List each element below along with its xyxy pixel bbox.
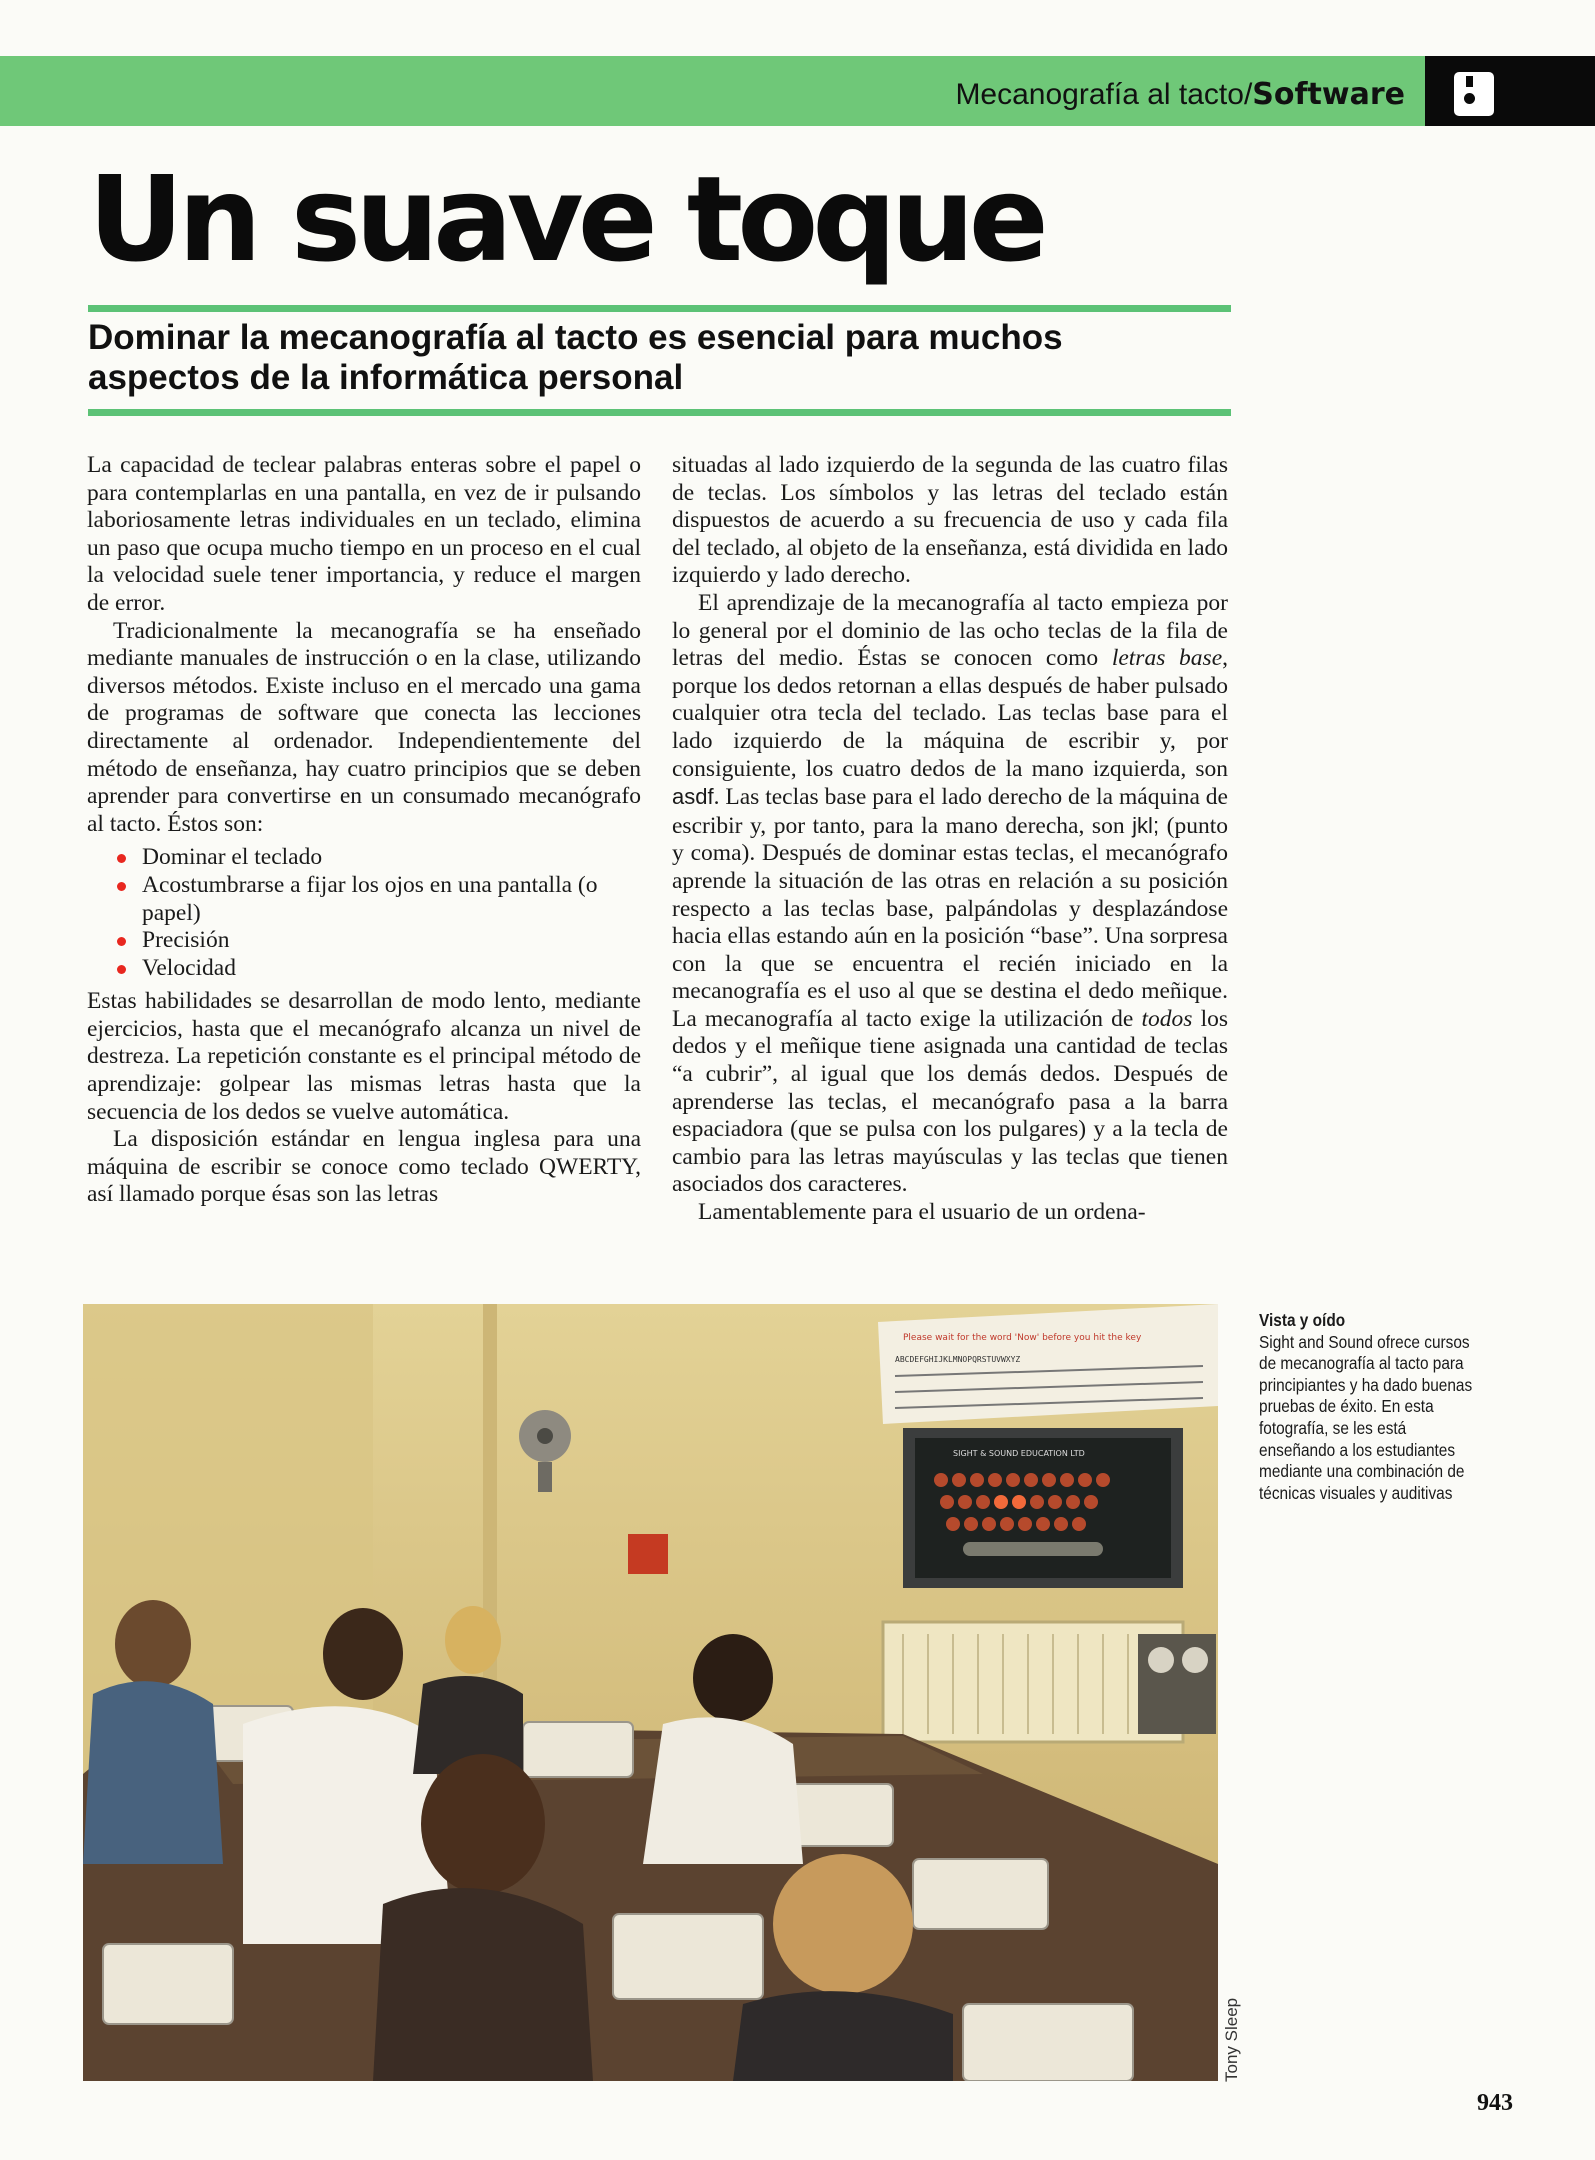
list-item: Dominar el teclado (142, 844, 641, 872)
paragraph: situadas al lado izquierdo de la segunda de las cuatro filas de teclas. Los símbolos y las letras del teclado están dispuestos de acuerdo a su frecuencia de uso y cada fila del teclado, al objeto de la enseñanza, está dividida en lado izquierdo y lado derecho. (672, 452, 1228, 589)
paragraph: El aprendizaje de la mecanografía al tacto empieza por lo general por el dominio de las ocho teclas de la fila de letras del medio. Éstas se conocen como letras base, porque los dedos retornan a ellas después de haber pulsado cualquier otra tecla del teclado. Las teclas base para el lado izquierdo de la máquina de escribir y, por consiguiente, los cuatro dedos de la mano izquierda, son asdf. Las teclas base para el lado derecho de la máquina de escribir y, por tanto, para la mano derecha, son jkl; (punto y coma). Después de dominar estas teclas, el mecanógrafo aprende la situación de las otras en relación a su posición respecto a las teclas base, palpándolas y desplazándose hacia ellas estando aún en la posición “base”. Una sorpresa con la que se encuentra el recién iniciado en la mecanografía es el uso al que se destina el dedo meñique. La mecanografía al tacto exige la utilización de todos los dedos y el meñique tiene asignada una cantidad de teclas “a cubrir”, al igual que los demás dedos. Después de aprenderse las teclas, el mecanógrafo pasa a la barra espaciadora (que se pulsa con los pulgares) y a la tecla de cambio para las letras mayúsculas y las teclas que tienen asociados dos caracteres. (672, 589, 1228, 1198)
classroom-photo (83, 1304, 1218, 2081)
title-rule-top (88, 305, 1231, 312)
keyboard-display-panel (903, 1428, 1183, 1588)
subtitle: Dominar la mecanografía al tacto es esencial para muchos aspectos de la informática personal (88, 318, 1063, 397)
article-column-right (672, 452, 1228, 1227)
article-column-left (87, 452, 641, 1209)
keys-right: jkl; (1132, 812, 1160, 838)
section-tab (1425, 56, 1595, 126)
panel-label: SIGHT & SOUND EDUCATION LTD (953, 1449, 1085, 1458)
photo-credit: Tony Sleep (1222, 1997, 1241, 2082)
list-item: Velocidad (142, 955, 641, 983)
paragraph: Estas habilidades se desarrollan de modo lento, mediante ejercicios, hasta que el mecanógrafo alcanza un nivel de destreza. La repetición constante es el principal método de aprendizaje: golpear las mismas letras hasta que la secuencia de los dedos se vuelve automática. (87, 988, 641, 1125)
paragraph: Tradicionalmente la mecanografía se ha enseñado mediante manuales de instrucción o en la clase, utilizando diversos métodos. Existe incluso en el mercado una gama de programas de software que conecta las lecciones directamente al ordenador. Independientemente del método de enseñanza, hay cuatro principios que se deben aprender para convertirse en un consumado mecanógrafo al tacto. Éstos son: (87, 617, 641, 837)
instruction-board (878, 1304, 1218, 1424)
running-header (955, 56, 1405, 126)
page-title: Un suave toque (88, 150, 1043, 288)
photo-caption (1259, 1310, 1479, 1504)
paragraph: Lamentablemente para el usuario de un ordena- (698, 1199, 1146, 1226)
running-header-section: Mecanografía al tacto/ (955, 78, 1253, 111)
paragraph: La capacidad de teclear palabras enteras sobre el papel o para contemplarlas en una pantalla, en vez de ir pulsando laboriosamente letras individuales en un teclado, elimina un paso que ocupa mucho tiempo en un proceso en el cual la velocidad suele tener importancia, y reduce el margen de error. (87, 452, 641, 616)
caption-text: Sight and Sound ofrece cursos de mecanografía al tacto para principiantes y ha dado buenas pruebas de éxito. En esta fotografía, se les está enseñando a los estudiantes mediante una combinación de técnicas visuales y auditivas (1259, 1331, 1473, 1503)
classroom-illustration (83, 1304, 1218, 2081)
page-number: 943 (1477, 2090, 1513, 2116)
emphasis-todos: todos (1141, 1005, 1193, 1032)
keys-left: asdf (672, 784, 714, 810)
paragraph: La disposición estándar en lengua inglesa para una máquina de escribir se conoce como teclado QWERTY, así llamado porque ésas son las letras (87, 1126, 641, 1208)
running-header-category: Software (1252, 77, 1405, 112)
tape-recorder (1138, 1634, 1216, 1734)
list-item: Acostumbrarse a fijar los ojos en una pantalla (o papel) (142, 872, 641, 927)
title-rule-bottom (88, 409, 1231, 416)
list-item: Precisión (142, 927, 641, 955)
board-heading: Please wait for the word 'Now' before you hit the key (903, 1333, 1142, 1343)
caption-title: Vista y oído (1259, 1310, 1346, 1330)
principles-list (87, 844, 641, 982)
floppy-disk-icon (1454, 72, 1494, 116)
board-line: ABCDEFGHIJKLMNOPQRSTUVWXYZ (895, 1355, 1021, 1364)
emphasis-letras-base: letras base (1111, 645, 1223, 672)
